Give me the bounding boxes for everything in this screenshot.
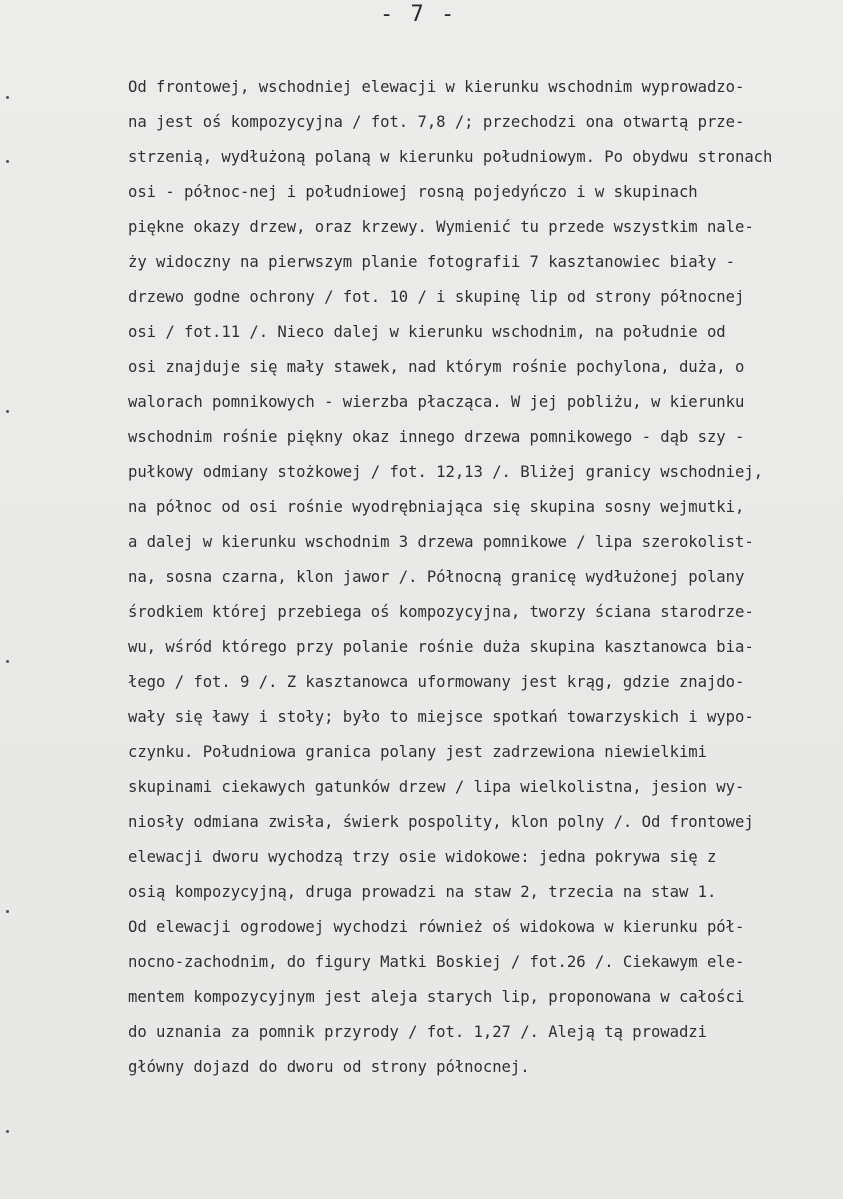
margin-mark bbox=[6, 96, 9, 99]
page-number: - 7 - bbox=[380, 2, 457, 27]
text-line: wschodnim rośnie piękny okaz innego drzewa pomnikowego - dąb szy - bbox=[128, 428, 745, 446]
text-line: do uznania za pomnik przyrody / fot. 1,27 /. Aleją tą prowadzi bbox=[128, 1023, 707, 1041]
text-line: elewacji dworu wychodzą trzy osie widokowe: jedna pokrywa się z bbox=[128, 848, 717, 866]
margin-mark bbox=[6, 160, 9, 163]
text-line: osią kompozycyjną, druga prowadzi na staw 2, trzecia na staw 1. bbox=[128, 883, 717, 901]
margin-mark bbox=[6, 660, 9, 663]
text-line: na północ od osi rośnie wyodrębniająca się skupina sosny wejmutki, bbox=[128, 498, 745, 516]
text-line: mentem kompozycyjnym jest aleja starych lip, proponowana w całości bbox=[128, 988, 745, 1006]
text-line: środkiem której przebiega oś kompozycyjna, tworzy ściana starodrze- bbox=[128, 603, 754, 621]
text-line: walorach pomnikowych - wierzba płacząca. W jej pobliżu, w kierunku bbox=[128, 393, 745, 411]
text-line: na jest oś kompozycyjna / fot. 7,8 /; przechodzi ona otwartą prze- bbox=[128, 113, 745, 131]
text-line: Od elewacji ogrodowej wychodzi również oś widokowa w kierunku pół- bbox=[128, 918, 745, 936]
text-line: niosły odmiana zwisła, świerk pospolity, klon polny /. Od frontowej bbox=[128, 813, 754, 831]
text-line: ży widoczny na pierwszym planie fotografii 7 kasztanowiec biały - bbox=[128, 253, 735, 271]
text-line: osi - północ-nej i południowej rosną pojedyńczo i w skupinach bbox=[128, 183, 698, 201]
text-line: drzewo godne ochrony / fot. 10 / i skupinę lip od strony północnej bbox=[128, 288, 745, 306]
text-line: a dalej w kierunku wschodnim 3 drzewa pomnikowe / lipa szerokolist- bbox=[128, 533, 754, 551]
text-line: wu, wśród którego przy polanie rośnie duża skupina kasztanowca bia- bbox=[128, 638, 754, 656]
text-line: Od frontowej, wschodniej elewacji w kierunku wschodnim wyprowadzo- bbox=[128, 78, 745, 96]
text-line: łego / fot. 9 /. Z kasztanowca uformowany jest krąg, gdzie znajdo- bbox=[128, 673, 745, 691]
text-line: piękne okazy drzew, oraz krzewy. Wymienić tu przede wszystkim nale- bbox=[128, 218, 754, 236]
margin-mark bbox=[6, 1130, 9, 1133]
text-line: nocno-zachodnim, do figury Matki Boskiej / fot.26 /. Ciekawym ele- bbox=[128, 953, 745, 971]
text-line: strzenią, wydłużoną polaną w kierunku południowym. Po obydwu stronach bbox=[128, 148, 773, 166]
text-line: osi znajduje się mały stawek, nad którym rośnie pochylona, duża, o bbox=[128, 358, 745, 376]
margin-mark bbox=[6, 910, 9, 913]
text-line: osi / fot.11 /. Nieco dalej w kierunku wschodnim, na południe od bbox=[128, 323, 726, 341]
text-line: pułkowy odmiany stożkowej / fot. 12,13 /. Bliżej granicy wschodniej, bbox=[128, 463, 764, 481]
text-line: czynku. Południowa granica polany jest zadrzewiona niewielkimi bbox=[128, 743, 707, 761]
text-line: wały się ławy i stoły; było to miejsce spotkań towarzyskich i wypo- bbox=[128, 708, 754, 726]
margin-mark bbox=[6, 410, 9, 413]
text-line: główny dojazd do dworu od strony północnej. bbox=[128, 1058, 530, 1076]
text-line: na, sosna czarna, klon jawor /. Północną granicę wydłużonej polany bbox=[128, 568, 745, 586]
text-line: skupinami ciekawych gatunków drzew / lipa wielkolistna, jesion wy- bbox=[128, 778, 745, 796]
